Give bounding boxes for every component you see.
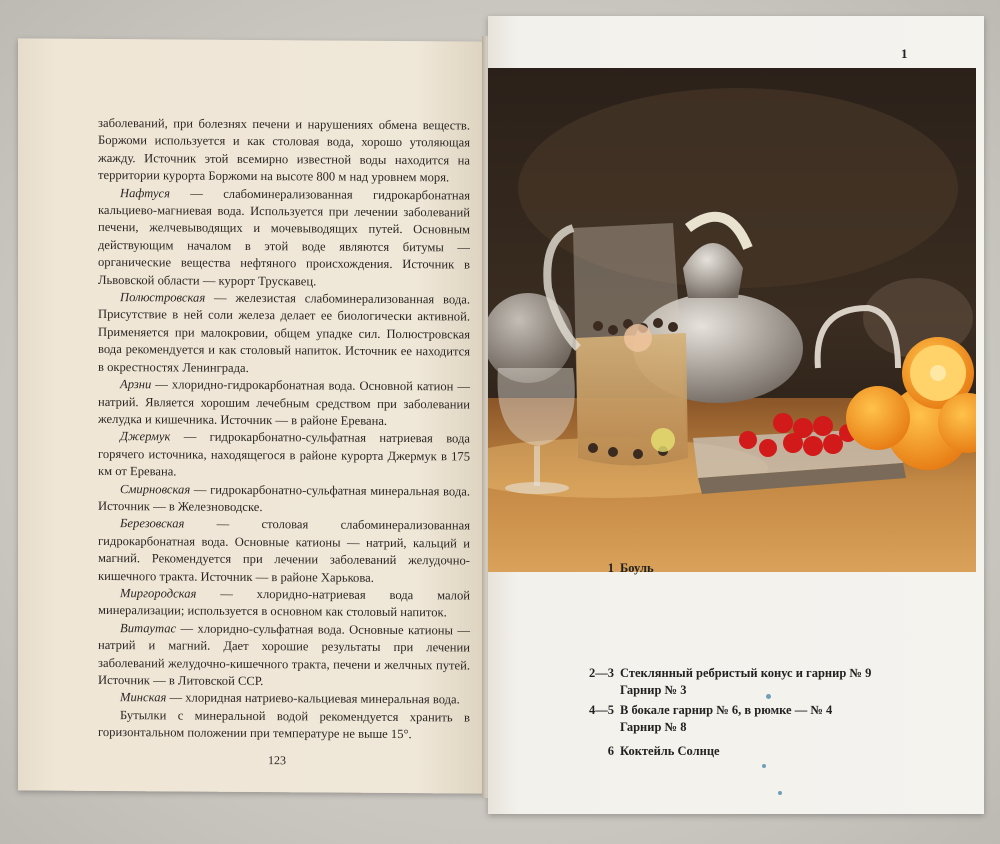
photo-captions [488,16,984,814]
water-name: Полюстровская [120,290,206,305]
paragraph: Миргородская — хлоридно-натриевая вода малой минерализации; используется в основном как столовый напиток. [98,586,470,620]
water-name: Минская [120,690,167,705]
paragraph: Березовская — столовая слабоминерализованная гидрокарбонатная вода. Основные катионы — натрий, кальций и магний. Рекомендуется при лечении заболеваний желудочно-кишечного тракта. Источник — в районе Харькова. [98,516,470,585]
paragraph: Полюстровская — железистая слабоминерализованная вода. Присутствие в ней соли железа делает ее биологически активной. Применяется при малокровии, общем упадке сил. Полюстровская вода рекомендуется и как столовый напиток. Источник ее находится в окрестностях Ленинграда. [98,290,470,375]
paragraph: Витаутас — хлоридно-сульфатная вода. Основные катионы — натрий и магний. Дает хорошие результаты при лечении заболеваний желудочно-кишечного тракта, печени и желчных путей. Источник — в Литовской ССР. [98,620,470,689]
water-name: Джермук [120,429,171,444]
page-number: 123 [268,753,286,768]
caption-item: Гарнир № 3 [620,683,687,697]
caption-item: 2—3 Стеклянный ребристый конус и гарнир № 9 [589,666,872,680]
ink-speck [778,791,782,795]
water-name: Березовская [120,516,185,531]
caption-item: 6 Коктейль Солнце [607,744,720,758]
paragraph: Бутылки с минеральной водой рекомендуется хранить в горизонтальном положении при температуре не выше 15°. [98,707,470,742]
left-page [18,38,488,793]
ink-speck [762,764,766,768]
water-name: Нафтуся [120,185,170,201]
paragraph: Арзни — хлоридно-гидрокарбонатная вода. Основной катион — натрий. Является хорошим лечебным средством при заболевании желудка и кишечника. Источник — в районе Еревана. [98,377,470,428]
ink-speck [766,694,771,699]
water-name: Арзни [120,377,152,392]
water-name: Миргородская [120,586,197,601]
plate-number: 1 [901,46,908,61]
caption-item: Гарнир № 8 [620,720,687,734]
water-name: Смирновская [120,481,191,497]
caption-item: 1 Боуль [607,561,654,575]
paragraph: Смирновская — гидрокарбонатно-сульфатная минеральная вода. Источник — в Железноводске. [98,481,470,515]
paragraph: Минская — хлоридная натриево-кальциевая минеральная вода. [120,690,460,707]
paragraph: Нафтуся — слабоминерализованная гидрокарбонатная кальциево-магниевая вода. Используется при лечении заболеваний печени, желчевыводящих и мочевыводящих путей. Основным действующим началом в этой воде являются битумы — органические вещества нефтяного происхождения. Источник в Львовской области — курорт Трускавец. [98,185,470,289]
paragraph: Джермук — гидрокарбонатно-сульфатная натриевая вода горячего источника, находящегося в районе курорта Джермук в 175 км от Еревана. [98,429,470,479]
right-page [488,16,984,814]
water-name: Витаутас [120,620,177,636]
paragraph: заболеваний, при болезнях печени и нарушениях обмена веществ. Боржоми используется и как столовая вода, хорошо утоляющая жажду. Источник этой всемирно известной воды находится на территории курорта Боржоми на высоте 800 м над уровнем моря. [98,115,470,185]
left-page-text [98,115,470,744]
caption-item: 4—5 В бокале гарнир № 6, в рюмке — № 4 [589,703,833,717]
